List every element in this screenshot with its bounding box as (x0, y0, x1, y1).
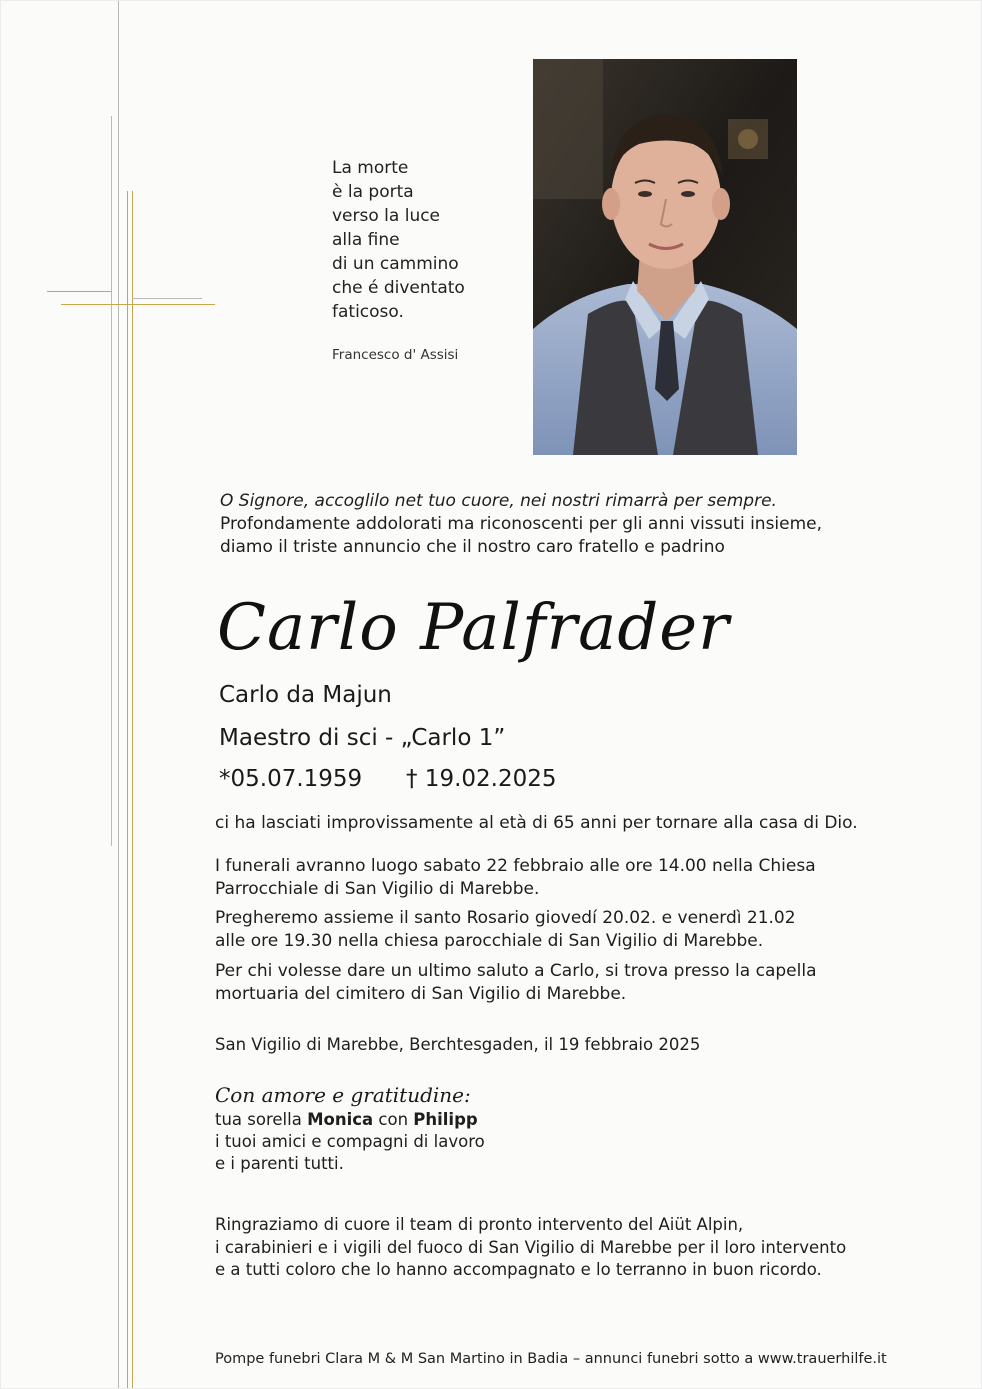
quote-line: alla fine (332, 230, 400, 250)
rosary-info (215, 907, 905, 953)
birth-date: *05.07.1959 (219, 766, 363, 792)
signer-name: Philipp (413, 1110, 478, 1129)
quote-line: La morte (332, 158, 409, 178)
thanks-line: e a tutti coloro che lo hanno accompagnato e lo terranno in buon ricordo. (215, 1260, 822, 1279)
quote (332, 156, 465, 324)
quote-line: è la porta (332, 182, 414, 202)
intro-line: diamo il triste annuncio che il nostro caro fratello e padrino (220, 537, 725, 557)
visitation-info (215, 960, 905, 1006)
signers-line: i tuoi amici e compagni di lavoro (215, 1132, 485, 1151)
quote-line: di un cammino (332, 254, 459, 274)
rosary-line: Pregheremo assieme il santo Rosario giovedí 20.02. e venerdì 21.02 (215, 908, 796, 928)
place-date (215, 1033, 905, 1056)
quote-author: Francesco d' Assisi (332, 347, 459, 363)
signer-name: Monica (307, 1110, 374, 1129)
quote-line: verso la luce (332, 206, 441, 226)
funeral-line: I funerali avranno luogo sabato 22 febbraio alle ore 14.00 nella Chiesa (215, 856, 816, 876)
deceased-profession: Maestro di sci - „Carlo 1” (219, 725, 506, 751)
portrait-photo (533, 59, 797, 455)
place-date-line: San Vigilio di Marebbe, Berchtesgaden, il 19 febbraio 2025 (215, 1035, 701, 1054)
visitation-line: Per chi volesse dare un ultimo saluto a Carlo, si trova presso la capella (215, 961, 817, 981)
thanks-line: i carabinieri e i vigili del fuoco di San Vigilio di Marebbe per il loro intervento (215, 1237, 847, 1257)
intro-line: Profondamente addolorati ma riconoscenti per gli anni vissuti insieme, (220, 514, 823, 534)
signers-text: tua sorella (215, 1110, 308, 1129)
deceased-nickname: Carlo da Majun (219, 682, 392, 708)
thanks-line: Ringraziamo di cuore il team di pronto intervento del Aiüt Alpin, (215, 1215, 744, 1234)
signers-text: con (373, 1110, 414, 1129)
deceased-name: Carlo Palfrader (217, 591, 730, 665)
rosary-line: alle ore 19.30 nella chiesa parocchiale di San Vigilio di Marebbe. (215, 931, 764, 951)
visitation-line: mortuaria del cimitero di San Vigilio di Marebbe. (215, 984, 627, 1004)
footer: Pompe funebri Clara M & M San Martino in Badia – annunci funebri sotto a www.trauerhilfe.it (215, 1351, 887, 1367)
closing-title: Con amore e gratitudine: (215, 1083, 471, 1107)
life-dates (219, 763, 557, 795)
announcement-line: ci ha lasciati improvissamente al età di 65 anni per tornare alla casa di Dio. (215, 813, 858, 833)
signers-line (215, 1109, 485, 1131)
intro-text (220, 490, 920, 559)
thanks (215, 1214, 905, 1282)
announcement (215, 812, 905, 835)
signers-line: e i parenti tutti. (215, 1154, 344, 1173)
signers (215, 1109, 485, 1175)
prayer-line: O Signore, accoglilo net tuo cuore, nei nostri rimarrà per sempre. (220, 491, 777, 511)
funeral-line: Parrocchiale di San Vigilio di Marebbe. (215, 879, 540, 899)
quote-line: che é diventato (332, 278, 465, 298)
quote-line: faticoso. (332, 302, 404, 322)
funeral-info (215, 855, 905, 901)
death-date: † 19.02.2025 (406, 766, 557, 792)
